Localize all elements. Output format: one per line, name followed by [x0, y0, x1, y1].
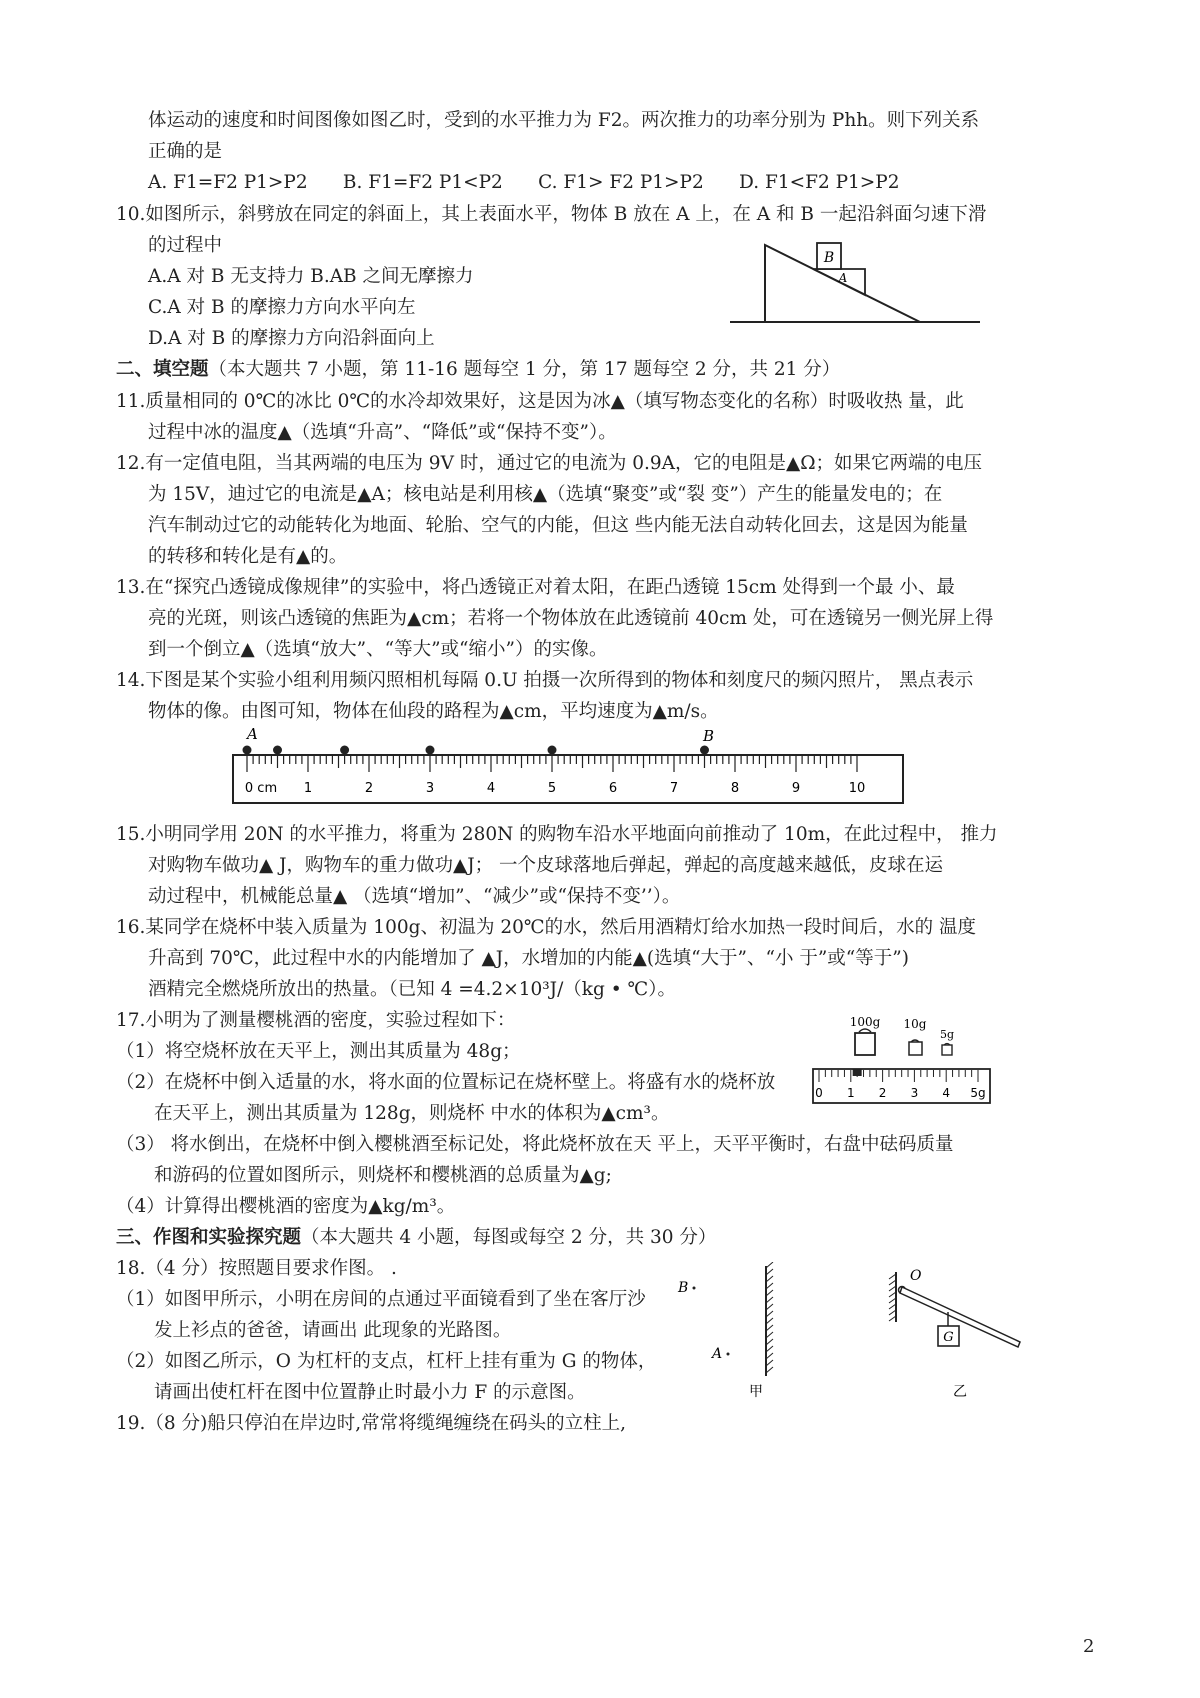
- text-line: （2）在烧杯中倒入适量的水，将水面的位置标记在烧杯壁上。将盛有水的烧杯放: [116, 1072, 776, 1093]
- text-line: （1）将空烧杯放在天平上，测出其质量为 48g；: [116, 1041, 521, 1062]
- hatch-line: [766, 1332, 773, 1338]
- section-title: 二、填空题: [116, 359, 209, 380]
- text-line: 体运动的速度和时间图像如图乙时，受到的水平推力为 F2。两次推力的功率分别为 Phh。则下列关系: [148, 110, 980, 131]
- text-line: 正确的是: [148, 141, 223, 162]
- text-line: （3） 将水倒出，在烧杯中倒入樱桃酒至标记处，将此烧杯放在天 平上，天平平衡时，右盘中砝码质量: [116, 1134, 954, 1155]
- hatch-line: [889, 1298, 896, 1303]
- scale-label: 2: [878, 1086, 887, 1100]
- text-line: 汽车制动过它的动能转化为地面、轮胎、空气的内能，但这 些内能无法自动转化回去，这是因为能量: [148, 515, 968, 536]
- text-line: 在天平上，测出其质量为 128g，则烧杯 中水的体积为▲cm³。: [154, 1103, 670, 1124]
- point-b: B: [678, 1280, 689, 1296]
- question-16: 16.某同学在烧杯中装入质量为 100g、初温为 20℃的水，然后用酒精灯给水加热一段时间后，水的 温度: [116, 917, 976, 938]
- page-number: 2: [1083, 1636, 1095, 1657]
- scale-label: 1: [846, 1086, 855, 1100]
- text-line: 发上衫点的爸爸，请画出 此现象的光路图。: [154, 1320, 512, 1341]
- label-a: A: [838, 271, 848, 285]
- hatch-line: [766, 1276, 773, 1282]
- hatch-line: [766, 1297, 773, 1303]
- text-line: 的过程中: [148, 235, 223, 256]
- balance-figure: [805, 1012, 995, 1110]
- text-line: 为 15V，迪过它的电流是▲A；核电站是利用核▲（选填“聚变”或“裂 变”）产生的能量发电的；在: [148, 484, 943, 505]
- ruler-tick-label: 10: [848, 781, 866, 796]
- rider: [853, 1069, 862, 1076]
- text-line: （4）计算得出樱桃酒的密度为▲kg/m³。: [116, 1196, 456, 1217]
- lever-rod: [900, 1287, 1020, 1347]
- hatch-line: [766, 1269, 773, 1275]
- label-b: B: [823, 250, 835, 266]
- point-b-dot: [693, 1287, 696, 1290]
- question-10: 10.如图所示，斜劈放在同定的斜面上，其上表面水平，物体 B 放在 A 上，在 A 和 B 一起沿斜面匀速下滑: [116, 204, 987, 225]
- ruler-tick-label: 3: [425, 781, 435, 796]
- hatch-line: [766, 1290, 773, 1296]
- ruler-tick-label: 6: [608, 781, 618, 796]
- hatch-line: [766, 1262, 773, 1268]
- fulcrum-label: O: [910, 1268, 922, 1284]
- caption-yi: 乙: [953, 1384, 967, 1400]
- incline-figure: [725, 225, 985, 327]
- strobe-dot: [548, 746, 557, 755]
- question-11: 11.质量相同的 0℃的冰比 0℃的水冷却效果好，这是因为冰▲（填写物态变化的名称）时吸收热 量，此: [116, 391, 964, 412]
- section-heading-3: [116, 1225, 716, 1251]
- weight-5g: [942, 1044, 952, 1056]
- weight-10g: [909, 1040, 922, 1055]
- section-note: （本大题共 4 小题，每图或每空 2 分，共 30 分）: [301, 1227, 717, 1248]
- option-line: D.A 对 B 的摩擦力方向沿斜面向上: [148, 328, 435, 349]
- text-line: 升高到 70℃，此过程中水的内能增加了 ▲J，水增加的内能▲(选填“大于”、“小 于”或“等于”): [148, 948, 909, 969]
- option-line: C.A 对 B 的摩擦力方向水平向左: [148, 297, 416, 318]
- weight-label-100g: 100g: [849, 1015, 881, 1029]
- text-line: 亮的光斑，则该凸透镜的焦距为▲cm；若将一个物体放在此透镜前 40cm 处，可在透镜另一侧光屏上得: [148, 608, 994, 629]
- ruler-tick-label: 7: [669, 781, 679, 796]
- hatch-line: [766, 1311, 773, 1317]
- ruler-tick-label: 9: [791, 781, 801, 796]
- text-line: 酒精完全燃烧所放出的热量。（已知 4 =4.2×10³J/（kg • ℃）。: [148, 979, 676, 1000]
- ruler-tick-label: 5: [547, 781, 557, 796]
- hatch-line: [766, 1283, 773, 1289]
- question-13: 13.在“探究凸透镜成像规律”的实验中，将凸透镜正对着太阳，在距凸透镜 15cm 处得到一个最 小、最: [116, 577, 955, 598]
- question-12: 12.有一定值电阻，当其两端的电压为 9V 时，通过它的电流为 0.9A，它的电阻是▲Ω；如果它两端的电压: [116, 453, 983, 474]
- section-heading-2: [116, 357, 840, 383]
- point-a-dot: [727, 1353, 730, 1356]
- text-line: 对购物车做功▲ J，购物车的重力做功▲J； 一个皮球落地后弹起，弹起的高度越来越低，皮球在运: [148, 855, 944, 876]
- strobe-dot: [243, 746, 252, 755]
- scale-label: 0: [815, 1086, 823, 1100]
- hatch-line: [766, 1339, 773, 1345]
- text-line: 的转移和转化是有▲的。: [148, 546, 348, 567]
- section-note: （本大题共 7 小题，第 11-16 题每空 1 分，第 17 题每空 2 分，共 21 分）: [208, 359, 841, 380]
- option-line: A.A 对 B 无支持力 B.AB 之间无摩擦力: [148, 266, 474, 287]
- text-line: 动过程中，机械能总量▲ （选填“增加”、“减少”或“保持不变’’）。: [148, 886, 681, 907]
- point-a: A: [712, 1346, 723, 1362]
- hatch-line: [889, 1286, 896, 1291]
- ruler-tick-label: 4: [486, 781, 496, 796]
- hatch-line: [766, 1346, 773, 1352]
- strobe-dot: [273, 746, 282, 755]
- mirror-figure: [672, 1262, 792, 1402]
- ruler-tick-label: 2: [364, 781, 374, 796]
- section-title: 三、作图和实验探究题: [116, 1227, 302, 1248]
- strobe-dots: [243, 746, 710, 755]
- question-14: 14.下图是某个实验小组利用频闪照相机每隔 0.U 拍摄一次所得到的物体和刻度尺的频闪照片， 黑点表示: [116, 670, 974, 691]
- text-line: 和游码的位置如图所示，则烧杯和樱桃酒的总质量为▲g;: [154, 1165, 612, 1186]
- scale-label: 4: [942, 1086, 951, 1100]
- hatch-line: [766, 1325, 773, 1331]
- hatch-line: [766, 1318, 773, 1324]
- ruler-figure: [225, 725, 915, 807]
- scale-label: 5g: [970, 1086, 986, 1100]
- hatch-line: [889, 1304, 896, 1309]
- question-18: 18.（4 分）按照题目要求作图。 .: [116, 1258, 397, 1279]
- hatch-line: [889, 1316, 896, 1321]
- text-line: （2）如图乙所示，O 为杠杆的支点，杠杆上挂有重为 G 的物体，: [116, 1351, 657, 1372]
- weight-100g: [855, 1029, 875, 1055]
- question-17: 17.小明为了测量樱桃酒的密度，实验过程如下：: [116, 1010, 516, 1031]
- strobe-dot: [700, 746, 709, 755]
- weight-g-label: G: [943, 1330, 954, 1345]
- text-line: 过程中冰的温度▲（选填“升高”、“降低”或“保持不变”）。: [148, 422, 617, 443]
- ruler-tick-label: 0 cm: [244, 781, 278, 796]
- caption-jia: 甲: [749, 1384, 763, 1400]
- hatch-line: [889, 1274, 896, 1279]
- label-a: A: [247, 725, 258, 743]
- hatch-line: [766, 1360, 773, 1366]
- ruler-tick-label: 1: [303, 781, 313, 796]
- strobe-dot: [340, 746, 349, 755]
- weight-label-10g: 10g: [903, 1017, 927, 1031]
- scale-label: 3: [910, 1086, 919, 1100]
- weight-label-5g: 5g: [939, 1028, 955, 1041]
- mirror-hatching: [766, 1262, 773, 1373]
- text-line: 请画出使杠杆在图中位置静止时最小力 F 的示意图。: [154, 1382, 586, 1403]
- question-19: 19.（8 分)船只停泊在岸边时,常常将缆绳缠绕在码头的立柱上,: [116, 1413, 627, 1434]
- ruler-tick-label: 8: [730, 781, 740, 796]
- answer-options: A. F1=F2 P1>P2 B. F1=F2 P1<P2 C. F1> F2 P1>P2 D. F1<F2 P1>P2: [148, 172, 900, 193]
- text-line: 物体的像。由图可知，物体在仙段的路程为▲cm，平均速度为▲m/s。: [148, 701, 719, 722]
- text-line: 到一个倒立▲（选填“放大”、“等大”或“缩小”）的实像。: [148, 639, 608, 660]
- question-15: 15.小明同学用 20N 的水平推力，将重为 280N 的购物车沿水平地面向前推动了 10m，在此过程中， 推力: [116, 824, 998, 845]
- strobe-dot: [426, 746, 435, 755]
- hatch-line: [766, 1353, 773, 1359]
- hatch-line: [889, 1280, 896, 1285]
- hatch-line: [889, 1310, 896, 1315]
- wall-hatching: [889, 1274, 896, 1321]
- label-b: B: [703, 727, 715, 745]
- hatch-line: [766, 1367, 773, 1373]
- hatch-line: [766, 1304, 773, 1310]
- hatch-line: [889, 1292, 896, 1297]
- text-line: （1）如图甲所示，小明在房间的点通过平面镜看到了坐在客厅沙: [116, 1289, 646, 1310]
- lever-figure: [880, 1262, 1030, 1402]
